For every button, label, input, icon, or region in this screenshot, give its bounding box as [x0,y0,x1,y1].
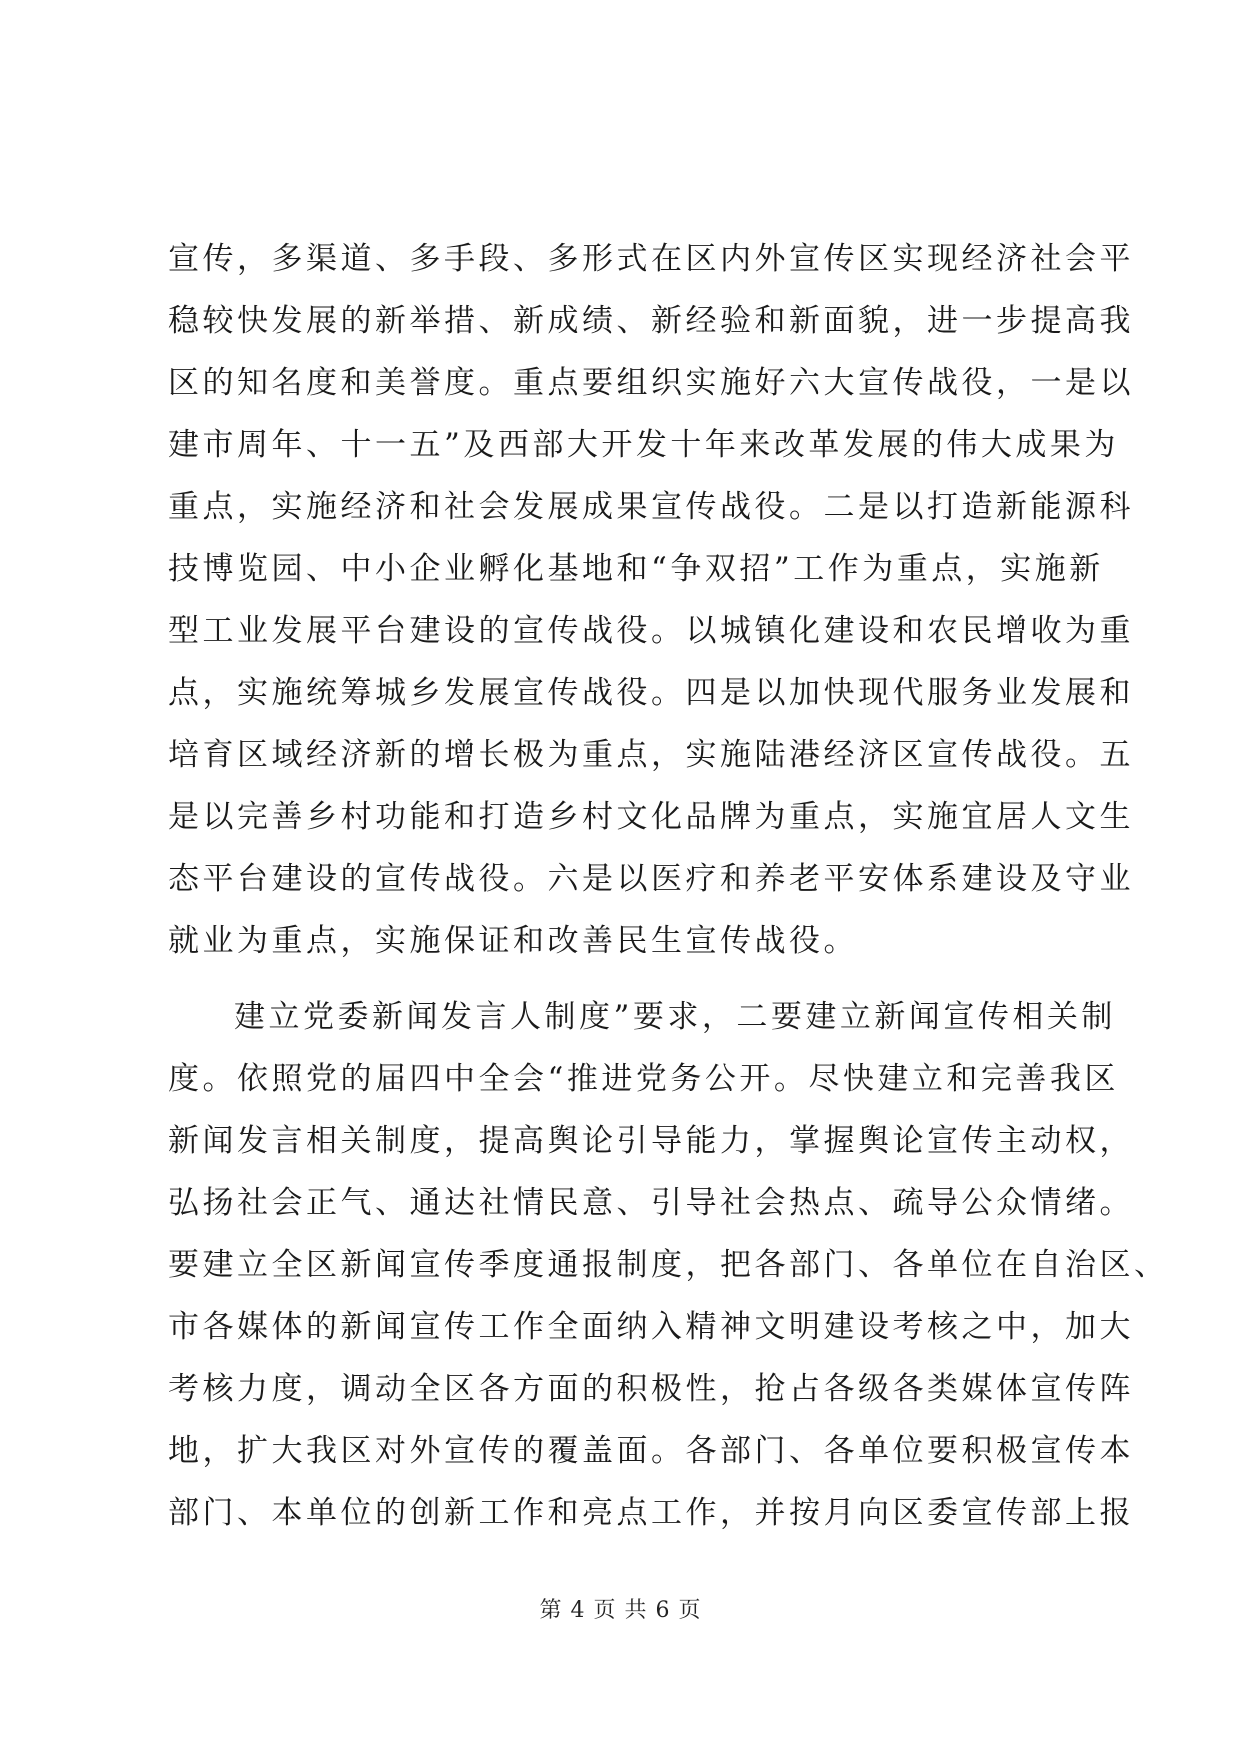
text-line: 建市周年、十一五”及西部大开发十年来改革发展的伟大成果为 [168,427,1119,463]
text-line: 部门、本单位的创新工作和亮点工作，并按月向区委宣传部上报 [168,1495,1134,1531]
text-line: 培育区域经济新的增长极为重点，实施陆港经济区宣传战役。五 [168,737,1134,773]
text-line: 弘扬社会正气、通达社情民意、引导社会热点、疏导公众情绪。 [168,1185,1134,1221]
text-line: 宣传，多渠道、多手段、多形式在区内外宣传区实现经济社会平 [168,241,1134,277]
text-line: 就业为重点，实施保证和改善民生宣传战役。 [168,923,858,959]
paragraph-2 [168,986,1169,1544]
text-line: 地，扩大我区对外宣传的覆盖面。各部门、各单位要积极宣传本 [168,1433,1134,1469]
text-line: 型工业发展平台建设的宣传战役。以城镇化建设和农民增收为重 [168,613,1134,649]
text-line: 稳较快发展的新举措、新成绩、新经验和新面貌，进一步提高我 [168,303,1134,339]
document-body [168,228,1169,1544]
text-line: 重点，实施经济和社会发展成果宣传战役。二是以打造新能源科 [168,489,1134,525]
text-line: 度。依照党的届四中全会“推进党务公开。尽快建立和完善我区 [168,1061,1119,1097]
text-line: 新闻发言相关制度，提高舆论引导能力，掌握舆论宣传主动权， [168,1123,1134,1159]
text-line: 区的知名度和美誉度。重点要组织实施好六大宣传战役，一是以 [168,365,1134,401]
text-line: 考核力度，调动全区各方面的积极性，抢占各级各类媒体宣传阵 [168,1371,1134,1407]
text-line: 要建立全区新闻宣传季度通报制度，把各部门、各单位在自治区、 [168,1247,1169,1283]
paragraph-1 [168,228,1134,972]
text-line: 技博览园、中小企业孵化基地和“争双招”工作为重点，实施新 [168,551,1104,587]
text-line: 态平台建设的宣传战役。六是以医疗和养老平安体系建设及守业 [168,861,1134,897]
text-line: 点，实施统筹城乡发展宣传战役。四是以加快现代服务业发展和 [168,675,1134,711]
text-line: 是以完善乡村功能和打造乡村文化品牌为重点，实施宜居人文生 [168,799,1134,835]
page-footer: 第 4 页 共 6 页 [539,1598,702,1623]
text-line: 市各媒体的新闻宣传工作全面纳入精神文明建设考核之中，加大 [168,1309,1134,1345]
text-line: 建立党委新闻发言人制度”要求，二要建立新闻宣传相关制 [234,999,1116,1035]
